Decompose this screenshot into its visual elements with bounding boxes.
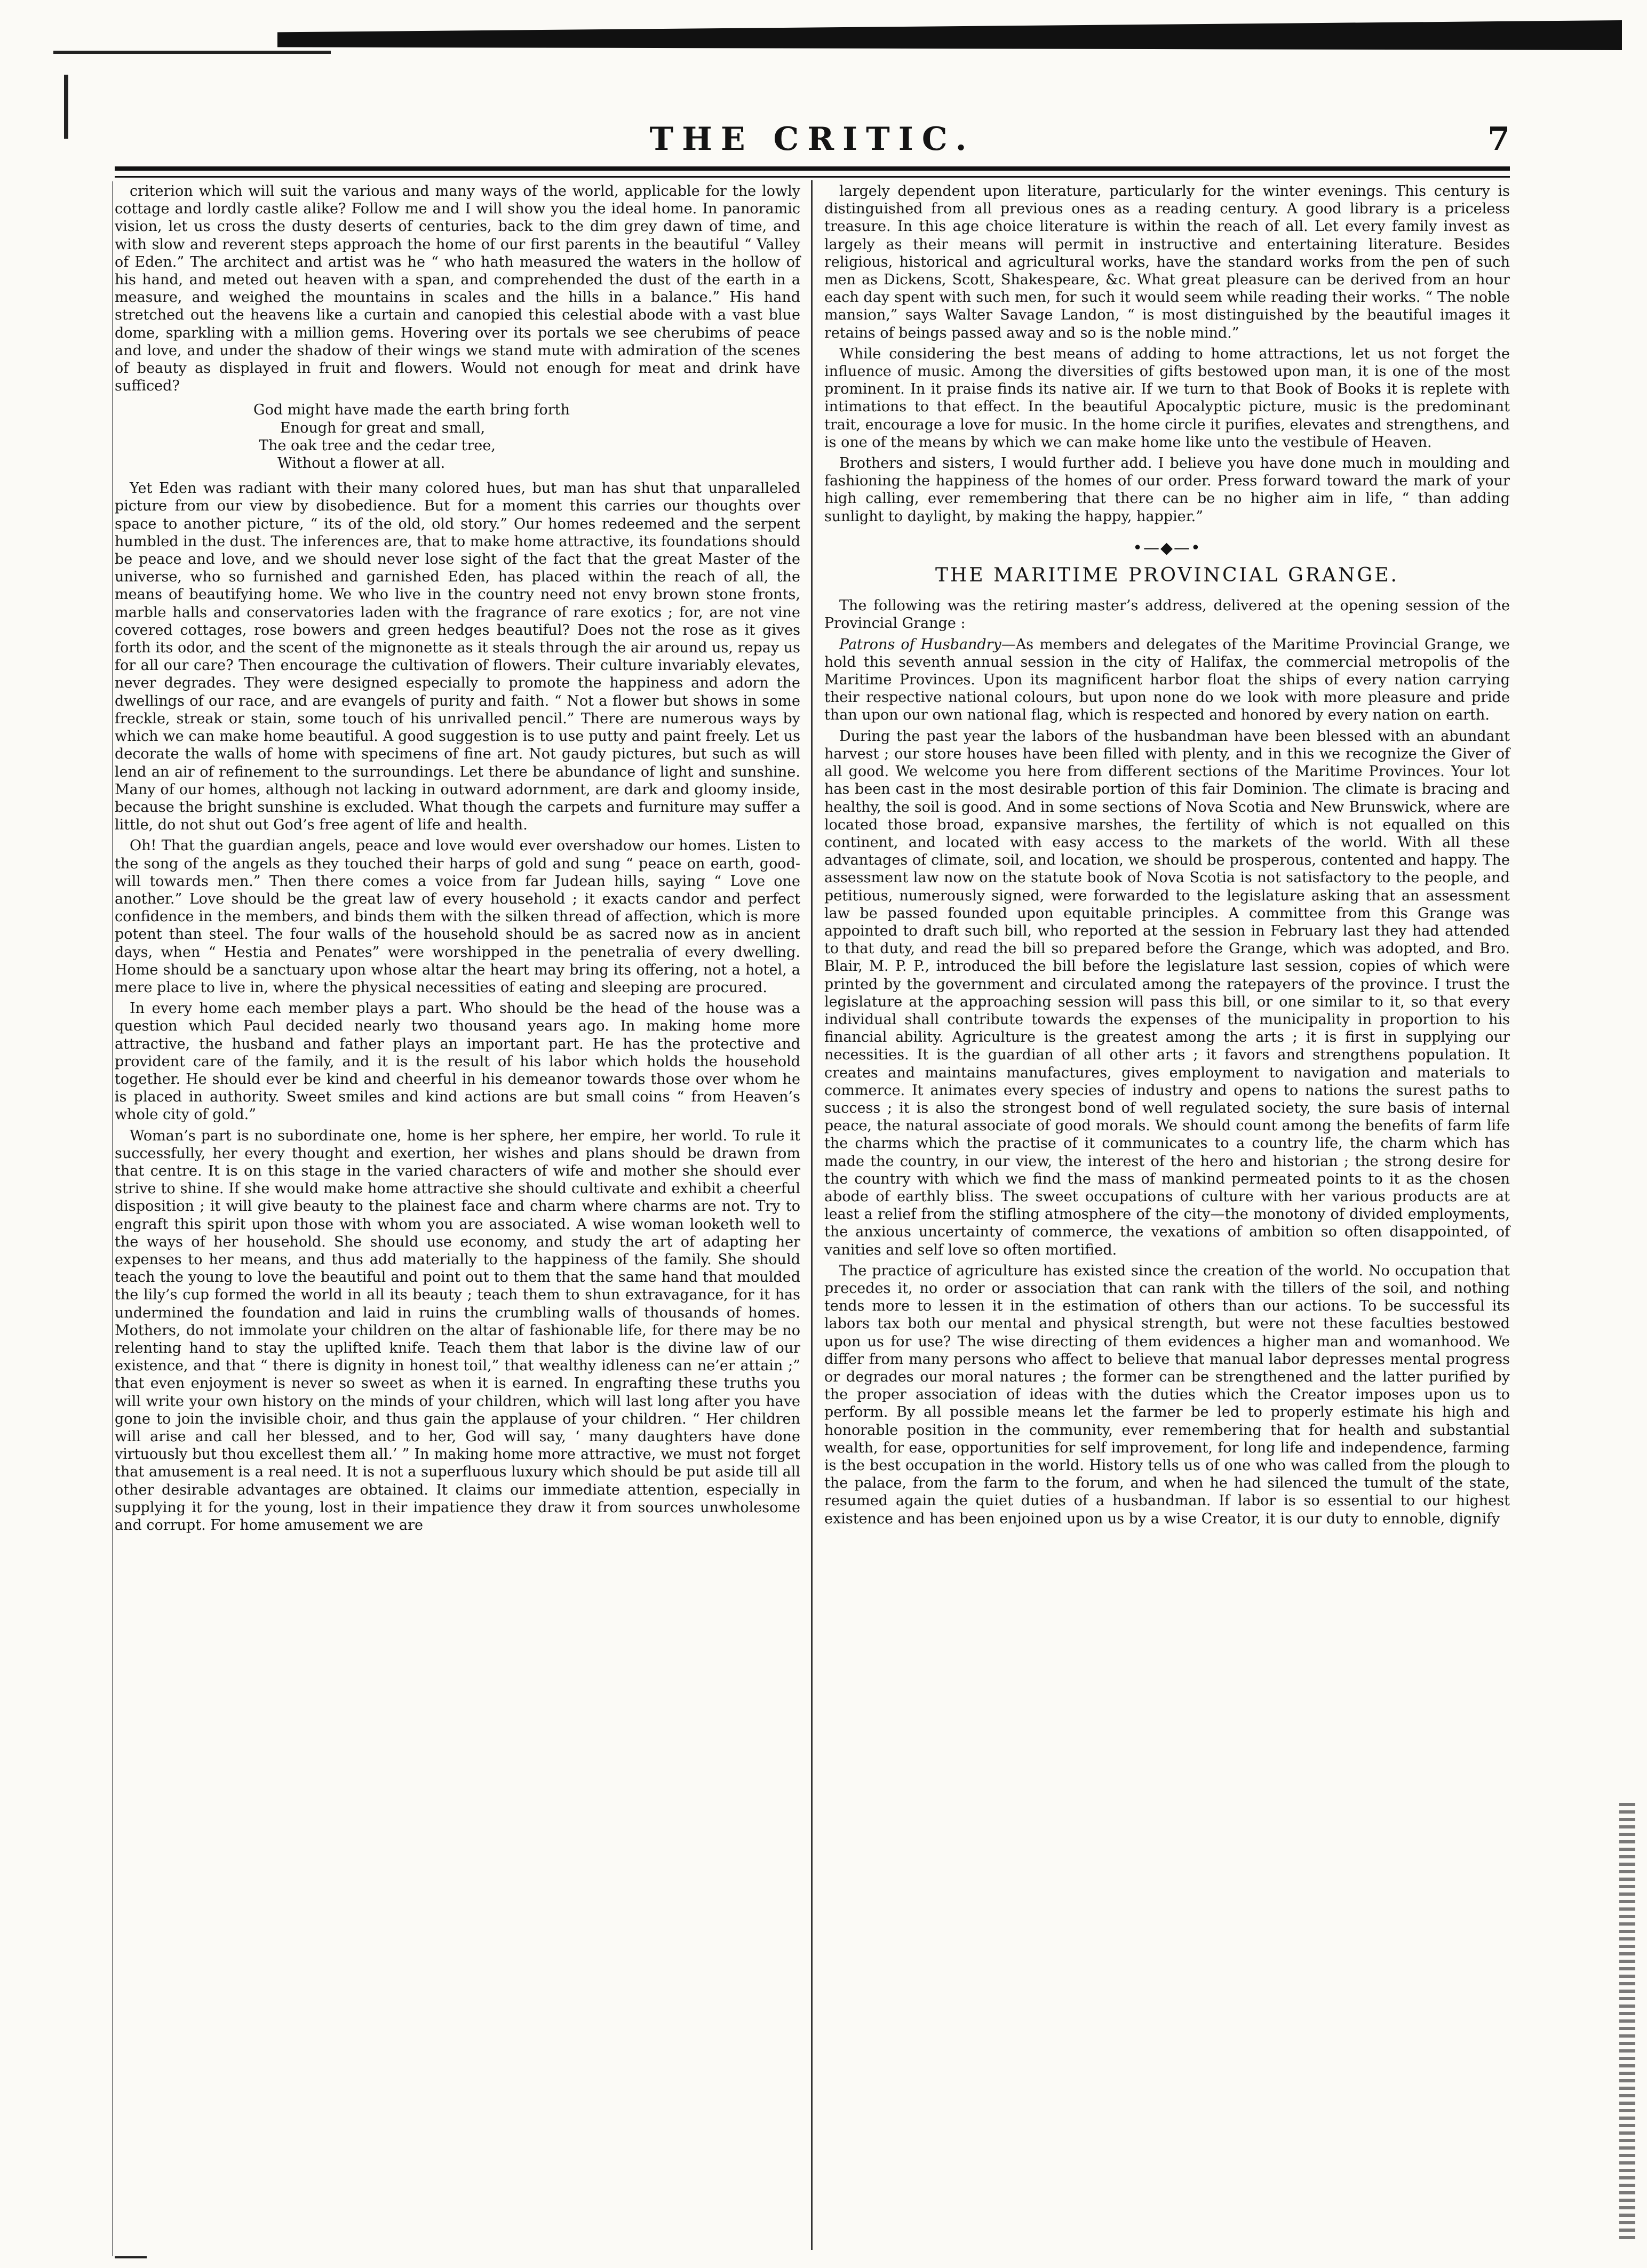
paragraph: Oh! That the guardian angels, peace and love would ever overshadow our homes. Listen to the song of the angels as they touched their harps of gold and sung “ peace on earth, good-will towards men.” Then there comes a voice from far Judean hills, saying “ Love one another.” Love should be the great law of every household ; it exacts candor and perfect confidence in the members, and binds them with the silken thread of affection, which is more potent than steel. The four walls of the household should be as sacred now as in ancient days, when “ Hestia and Penates” were worshipped in the penetralia of every dwelling. Home should be a sanctuary upon whose altar the heart may bring its offering, not a hotel, a mere place to live in, where the physical necessities of eating and sleeping are procured. [115, 837, 800, 996]
page-edge-speckle [1619, 1803, 1635, 2240]
margin-mark [64, 75, 68, 139]
paragraph: Woman’s part is no subordinate one, home is her sphere, her empire, her world. To rule it successfully, her every thought and exertion, her wishes and plans should be drawn from that centre. It is on this stage in the varied characters of wife and mother she should ever strive to shine. If she would make home attractive she should cultivate and exhibit a cheerful disposition ; it will give beauty to the plainest face and charm where charms are not. Try to engraft this spirit upon those with whom you are associated. A wise woman looketh well to the ways of her household. She should use economy, and study the art of adapting her expenses to her means, and thus add materially to the happiness of the family. She should teach the young to love the beautiful and point out to them that the same hand that moulded the lily’s cup formed the world in all its beauty ; teach them to shun extravagance, for it has undermined the foundation and laid in ruins the crumbling walls of thousands of homes. Mothers, do not immolate your children on the altar of fashionable life, for there may be no relenting hand to stay the uplifted knife. Teach them that labor is the divine law of our existence, and that “ there is dignity in honest toil,” that wealthy idleness can ne’er attain ;” that even enjoyment is never so sweet as when it is earned. In engrafting these truths you will write your own history on the minds of your children, which will last long after you have gone to join the invisible choir, and thus gain the applause of your children. “ Her children will arise and call her blessed, and to her, God will say, ‘ many daughters have done virtuously but thou excellest them all.’ ” In making home more attractive, we must not forget that amusement is a real need. It is not a superfluous luxury which should be put aside till all other desirable advantages are obtained. It claims our immediate attention, especially in supplying it for the young, lost in their impatience they draw it from sources unwholesome and corrupt. For home amusement we are [115, 1127, 800, 1534]
section-ornament: •—◆—• [1133, 538, 1202, 557]
poem-line: Enough for great and small, [280, 419, 486, 436]
poem-verse [115, 401, 800, 472]
section-heading: THE MARITIME PROVINCIAL GRANGE. [935, 564, 1399, 587]
header-rule-thick [115, 166, 1510, 171]
left-margin-line [112, 181, 113, 2256]
paragraph: criterion which will suit the various and many ways of the world, applicable for the lowly cottage and lordly castle alike? Follow me and I will show you the ideal home. In panoramic vision, let us cross the dusty deserts of centuries, back to the dim grey dawn of time, and with slow and reverent steps approach the home of our first parents in the beautiful “ Valley of Eden.” The architect and artist was he “ who hath measured the waters in the hollow of his hand, and meted out heaven with a span, and comprehended the dust of the earth in a measure, and weighed the mountains in scales and the hills in a balance.” His hand stretched out the heavens like a curtain and canopied this celestial abode with a vast blue dome, sparkling with a million gems. Hovering over its portals we see cherubims of peace and love, and under the shadow of their wings we stand mute with admiration of the scenes of beauty as displayed in fruit and flowers. Would not enough for meat and drink have sufficed? [115, 183, 800, 395]
paragraph: During the past year the labors of the husbandman have been blessed with an abundant harvest ; our store houses have been filled with plenty, and in this we recognize the Giver of all good. We welcome you here from different sections of the Maritime Provinces. Your lot has been cast in the most desirable portion of this fair Dominion. The climate is bracing and healthy, the soil is good. And in some sections of Nova Scotia and New Brunswick, where are located those broad, expansive marshes, the fertility of which is not equalled on this continent, and located with easy access to the markets of the world. With all these advantages of climate, soil, and location, we should be prosperous, contented and happy. The assessment law now on the statute book of Nova Scotia is not satisfactory to the people, and petitious, numerously signed, were forwarded to the legislature asking that an assessment law be passed founded upon equitable principles. A committee from this Grange was appointed to draft such bill, who reported at the session in February last they had attended to that duty, and read the bill so prepared before the Grange, which was adopted, and Bro. Blair, M. P. P., introduced the bill before the legislature last session, copies of which were printed by the government and circulated among the ratepayers of the province. I trust the legislature at the approaching session will pass this bill, or one similar to it, so that every individual shall contribute towards the expenses of the municipality in proportion to his financial ability. Agriculture is the greatest among the arts ; it is first in supplying our necessities. It is the guardian of all other arts ; it favors and strengthens population. It creates and maintains manufactures, gives employment to navigation and materials to commerce. It animates every species of industry and opens to nations the surest paths to success ; it is also the strongest bond of well regulated society, the sure basis of internal peace, the natural associate of good morals. We should count among the benefits of farm life the charms which the practise of it communicates to a country life, the charm which has made the country, in our view, the interest of the hero and historian ; the strong desire for the country with which we find the mass of mankind permeated points to it as the chosen abode of earthly bliss. The sweet occupations of culture with her various products are at least a relief from the stifling atmosphere of the city—the monotony of divided employments, the anxious uncertainty of commerce, the vexations of ambition so often disappointed, of vanities and self love so often mortified. [824, 728, 1510, 1258]
paragraph: Brothers and sisters, I would further add. I believe you have done much in moulding and fashioning the happiness of the homes of our order. Press forward toward the mark of your high calling, ever remembering that there can be no higher aim in life, “ than adding sunlight to daylight, by making the happy, happier.” [824, 455, 1510, 525]
paragraph: Yet Eden was radiant with their many colored hues, but man has shut that unparalleled picture from our view by disobedience. But for a moment this carries our thoughts over space to another picture, “ its of the old, old story.” Our homes redeemed and the serpent humbled in the dust. The inferences are, that to make home attractive, its foundations should be peace and love, and we should never lose sight of the fact that the great Master of the universe, who so furnished and garnished Eden, has placed within the reach of all, the means of beautifying home. We who live in the country need not envy brown stone fronts, marble halls and conservatories laden with the fragrance of rare exotics ; for, are not vine covered cottages, rose bowers and green hedges beautiful? Does not the rose as it gives forth its odor, and the scent of the mignonette as it steals through the air around us, repay us for all our care? Then encourage the cultivation of flowers. Their culture invariably elevates, never degrades. They were designed especially to promote the happiness and adorn the dwellings of our race, and are evangels of purity and faith. “ Not a flower but shows in some freckle, streak or stain, some touch of his unrivalled pencil.” There are numerous ways by which we can make home beautiful. A good suggestion is to use putty and paint freely. Let us decorate the walls of home with specimens of fine art. Not gaudy pictures, but such as will lend an air of refinement to the surroundings. Let there be abundance of light and sunshine. Many of our homes, although not lacking in outward adornment, are dark and gloomy inside, because the bright sunshine is excluded. What though the carpets and furniture may suffer a little, do not shut out God’s free agent of life and health. [115, 480, 800, 834]
column-divider [811, 180, 813, 2250]
poem-line: Without a flower at all. [277, 455, 445, 472]
paragraph: In every home each member plays a part. Who should be the head of the house was a question which Paul decided nearly two thousand years ago. In making home more attractive, the husband and father plays an important part. He has the protective and provident care of the family, and it is the result of his labor which holds the household together. He should ever be kind and cheerful in his demeanor towards those over whom he is placed in authority. Sweet smiles and kind actions are but small coins “ from Heaven’s whole city of gold.” [115, 1000, 800, 1123]
page-header [115, 121, 1510, 169]
paragraph: The following was the retiring master’s address, delivered at the opening session of the Provincial Grange : [824, 597, 1510, 632]
header-rule-thin [115, 176, 1510, 178]
masthead-title: THE CRITIC. [649, 121, 975, 158]
paragraph-text: —As members and delegates of the Maritime Provincial Grange, we hold this seventh annual session in the city of Halifax, the commercial metropolis of the Maritime Provinces. Upon its magnificent harbor float the ships of every nation carrying their respective national colours, but upon none do we look with more pleasure and pride than upon our own national flag, which is respected and honored by every nation on earth. [824, 636, 1510, 724]
page-number: 7 [1487, 121, 1510, 158]
top-border-thin-line [53, 51, 331, 54]
poem-line: God might have made the earth bring forth [253, 402, 570, 419]
paragraph: While considering the best means of adding to home attractions, let us not forget the influence of music. Among the diversities of gifts bestowed upon man, it is one of the most prominent. In it praise finds its native air. If we turn to that Book of Books it is replete with intimations to that effect. In the beautiful Apocalyptic picture, music is the predominant trait, encourage a love for music. In the home circle it purifies, elevates and strengthens, and is one of the means by which we can make home like unto the vestibule of Heaven. [824, 345, 1510, 451]
paragraph: largely dependent upon literature, particularly for the winter evenings. This century is distinguished from all previous ones as a reading century. A good library is a priceless treasure. In this age choice literature is within the reach of all. Let every family invest as largely as their means will permit in instructive and entertaining literature. Besides religious, historical and agricultural works, have the standard works from the pen of such men as Dickens, Scott, Shakespeare, &c. What great pleasure can be derived from an hour each day spent with such men, for such it would seem while reading their works. “ The noble mansion,” says Walter Savage Landon, “ is most distinguished by the beautiful images it retains of beings passed away and so is the noble mind.” [824, 183, 1510, 341]
paragraph: The practice of agriculture has existed since the creation of the world. No occupation that precedes it, no order or association that can rank with the tillers of the soil, and nothing tends more to lessen it in the estimation of others than our actions. To be successful its labors tax both our mental and physical strength, but were not these faculties bestowed upon us for use? The wise directing of them evidences a higher man and womanhood. We differ from many persons who affect to believe that manual labor depresses mental progress or degrades our moral natures ; the former can be strengthened and the latter purified by the proper association of ideas with the duties which the Creator imposes upon us to perform. By all possible means let the farmer be led to properly estimate his high and honorable position in the community, ever remembering that for health and substantial wealth, for ease, opportunities for self improvement, for long life and independence, farming is the best occupation in the world. History tells us of one who was called from the plough to the palace, from the farm to the forum, and when he had silenced the tumult of the state, resumed again the quiet duties of a husbandman. If labor is so essential to our highest existence and has been enjoined upon us by a wise Creator, it is our duty to ennoble, dignify [824, 1262, 1510, 1527]
left-column [115, 182, 800, 1534]
paragraph-address-opening [824, 636, 1510, 724]
bottom-rule [115, 2256, 147, 2258]
top-border-ink [277, 20, 1622, 50]
poem-line: The oak tree and the cedar tree, [259, 437, 496, 454]
salutation: Patrons of Husbandry [839, 636, 1001, 653]
right-column [824, 182, 1510, 1528]
